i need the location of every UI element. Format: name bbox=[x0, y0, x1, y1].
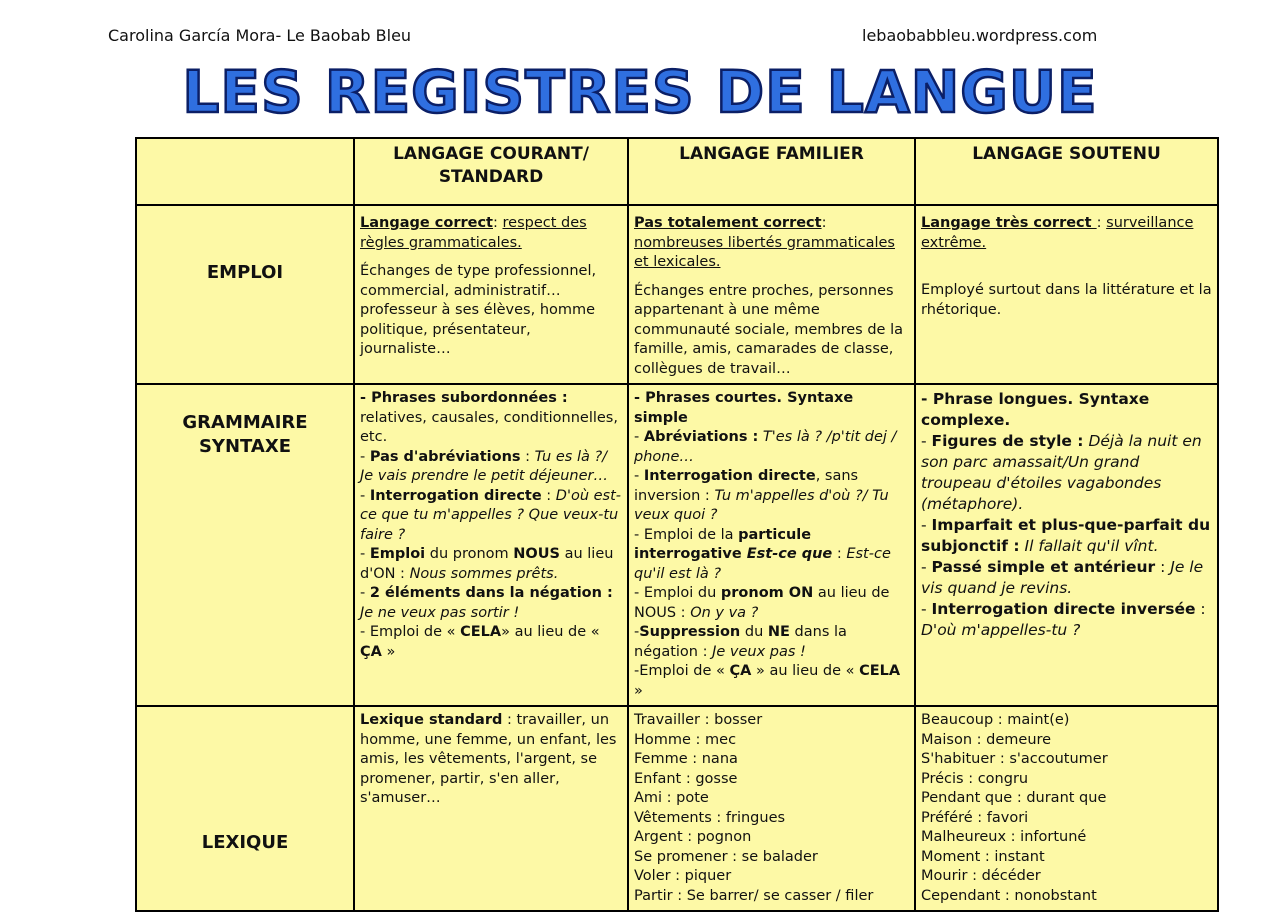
list-item: Moment : instant bbox=[921, 848, 1045, 865]
list-item: Travailler : bosser bbox=[634, 712, 763, 728]
row-header-grammaire: GRAMMAIRE SYNTAXE bbox=[136, 384, 354, 706]
cell-grammaire-familier: - Phrases courtes. Syntaxe simple - Abréviations : T'es là ? /p'tit dej / phone… - Interrogation directe, sans inversion : Tu m'appelles d'où ?/ Tu veux quoi ? - Emploi de la particule interrogative Est-ce que : Est-ce qu'il est là ? - Emploi du pronom ON au lieu de NOUS : On y va ? -Suppression du NE dans la négation : Je veux pas ! -Emploi de « ÇA » au lieu de « CELA » bbox=[628, 384, 915, 706]
table-row-grammaire bbox=[136, 384, 1218, 706]
corner-cell bbox=[136, 138, 354, 205]
table-row-lexique bbox=[136, 706, 1218, 911]
list-item: Femme : nana bbox=[634, 751, 738, 767]
list-item: Cependant : nonobstant bbox=[921, 887, 1097, 904]
cell-lexique-familier bbox=[628, 706, 915, 911]
list-item: Préféré : favori bbox=[921, 809, 1029, 826]
row-header-emploi: EMPLOI bbox=[136, 205, 354, 384]
list-item: Pendant que : durant que bbox=[921, 790, 1107, 806]
column-header-soutenu: LANGAGE SOUTENU bbox=[915, 138, 1218, 205]
site-url: lebaobabbleu.wordpress.com bbox=[862, 26, 1098, 45]
list-item: S'habituer : s'accoutumer bbox=[921, 751, 1108, 767]
cell-lexique-soutenu bbox=[915, 706, 1218, 911]
list-item: Enfant : gosse bbox=[634, 770, 738, 787]
cell-emploi-courant: Langage correct: respect des règles grammaticales. Échanges de type professionnel, commercial, administratif… professeur à ses élèves, homme politique, présentateur, journaliste… bbox=[354, 205, 628, 384]
list-item: Beaucoup : maint(e) bbox=[921, 712, 1070, 728]
list-item: Mourir : décéder bbox=[921, 868, 1041, 884]
cell-lexique-courant: Lexique standard : travailler, un homme, une femme, un enfant, les amis, les vêtements, l'argent, se promener, partir, s'en aller, s'amuser… bbox=[354, 706, 628, 911]
list-item: Partir : Se barrer/ se casser / filer bbox=[634, 887, 874, 904]
table-header-row bbox=[136, 138, 1218, 205]
cell-emploi-soutenu: Langage très correct : surveillance extrême. Employé surtout dans la littérature et la rhétorique. bbox=[915, 205, 1218, 384]
author-name: Carolina García Mora- Le Baobab Bleu bbox=[108, 26, 412, 45]
registers-table bbox=[135, 137, 1219, 912]
cell-grammaire-courant: - Phrases subordonnées : relatives, causales, conditionnelles, etc. - Pas d'abréviations : Tu es là ?/ Je vais prendre le petit déjeuner… - Interrogation directe : D'où est-ce que tu m'appelles ? Que veux-tu faire ? - Emploi du pronom NOUS au lieu d'ON : Nous sommes prêts. - 2 éléments dans la négation : Je ne veux pas sortir ! - Emploi de « CELA» au lieu de « ÇA » bbox=[354, 384, 628, 706]
page-title: LES REGISTRES DE LANGUE bbox=[182, 58, 1098, 126]
list-item: Ami : pote bbox=[634, 790, 709, 806]
list-item: Vêtements : fringues bbox=[634, 809, 786, 826]
list-item: Se promener : se balader bbox=[634, 848, 818, 865]
table-row-emploi bbox=[136, 205, 1218, 384]
column-header-familier: LANGAGE FAMILIER bbox=[628, 138, 915, 205]
list-item: Voler : piquer bbox=[634, 868, 732, 884]
list-item: Malheureux : infortuné bbox=[921, 829, 1087, 845]
column-header-courant: LANGAGE COURANT/ STANDARD bbox=[354, 138, 628, 205]
row-header-lexique: LEXIQUE bbox=[136, 706, 354, 911]
list-item: Maison : demeure bbox=[921, 731, 1052, 748]
cell-emploi-familier: Pas totalement correct: nombreuses libertés grammaticales et lexicales. Échanges entre proches, personnes appartenant à une même communauté sociale, membres de la famille, amis, camarades de classe, collègues de travail… bbox=[628, 205, 915, 384]
list-item: Homme : mec bbox=[634, 731, 737, 748]
list-item: Argent : pognon bbox=[634, 829, 752, 845]
cell-grammaire-soutenu: - Phrase longues. Syntaxe complexe. - Figures de style : Déjà la nuit en son parc amassait/Un grand troupeau d'étoiles vagabondes (métaphore). - Imparfait et plus-que-parfait du subjonctif : Il fallait qu'il vînt. - Passé simple et antérieur : Je le vis quand je revins. - Interrogation directe inversée : D'où m'appelles-tu ? bbox=[915, 384, 1218, 706]
list-item: Précis : congru bbox=[921, 770, 1029, 787]
